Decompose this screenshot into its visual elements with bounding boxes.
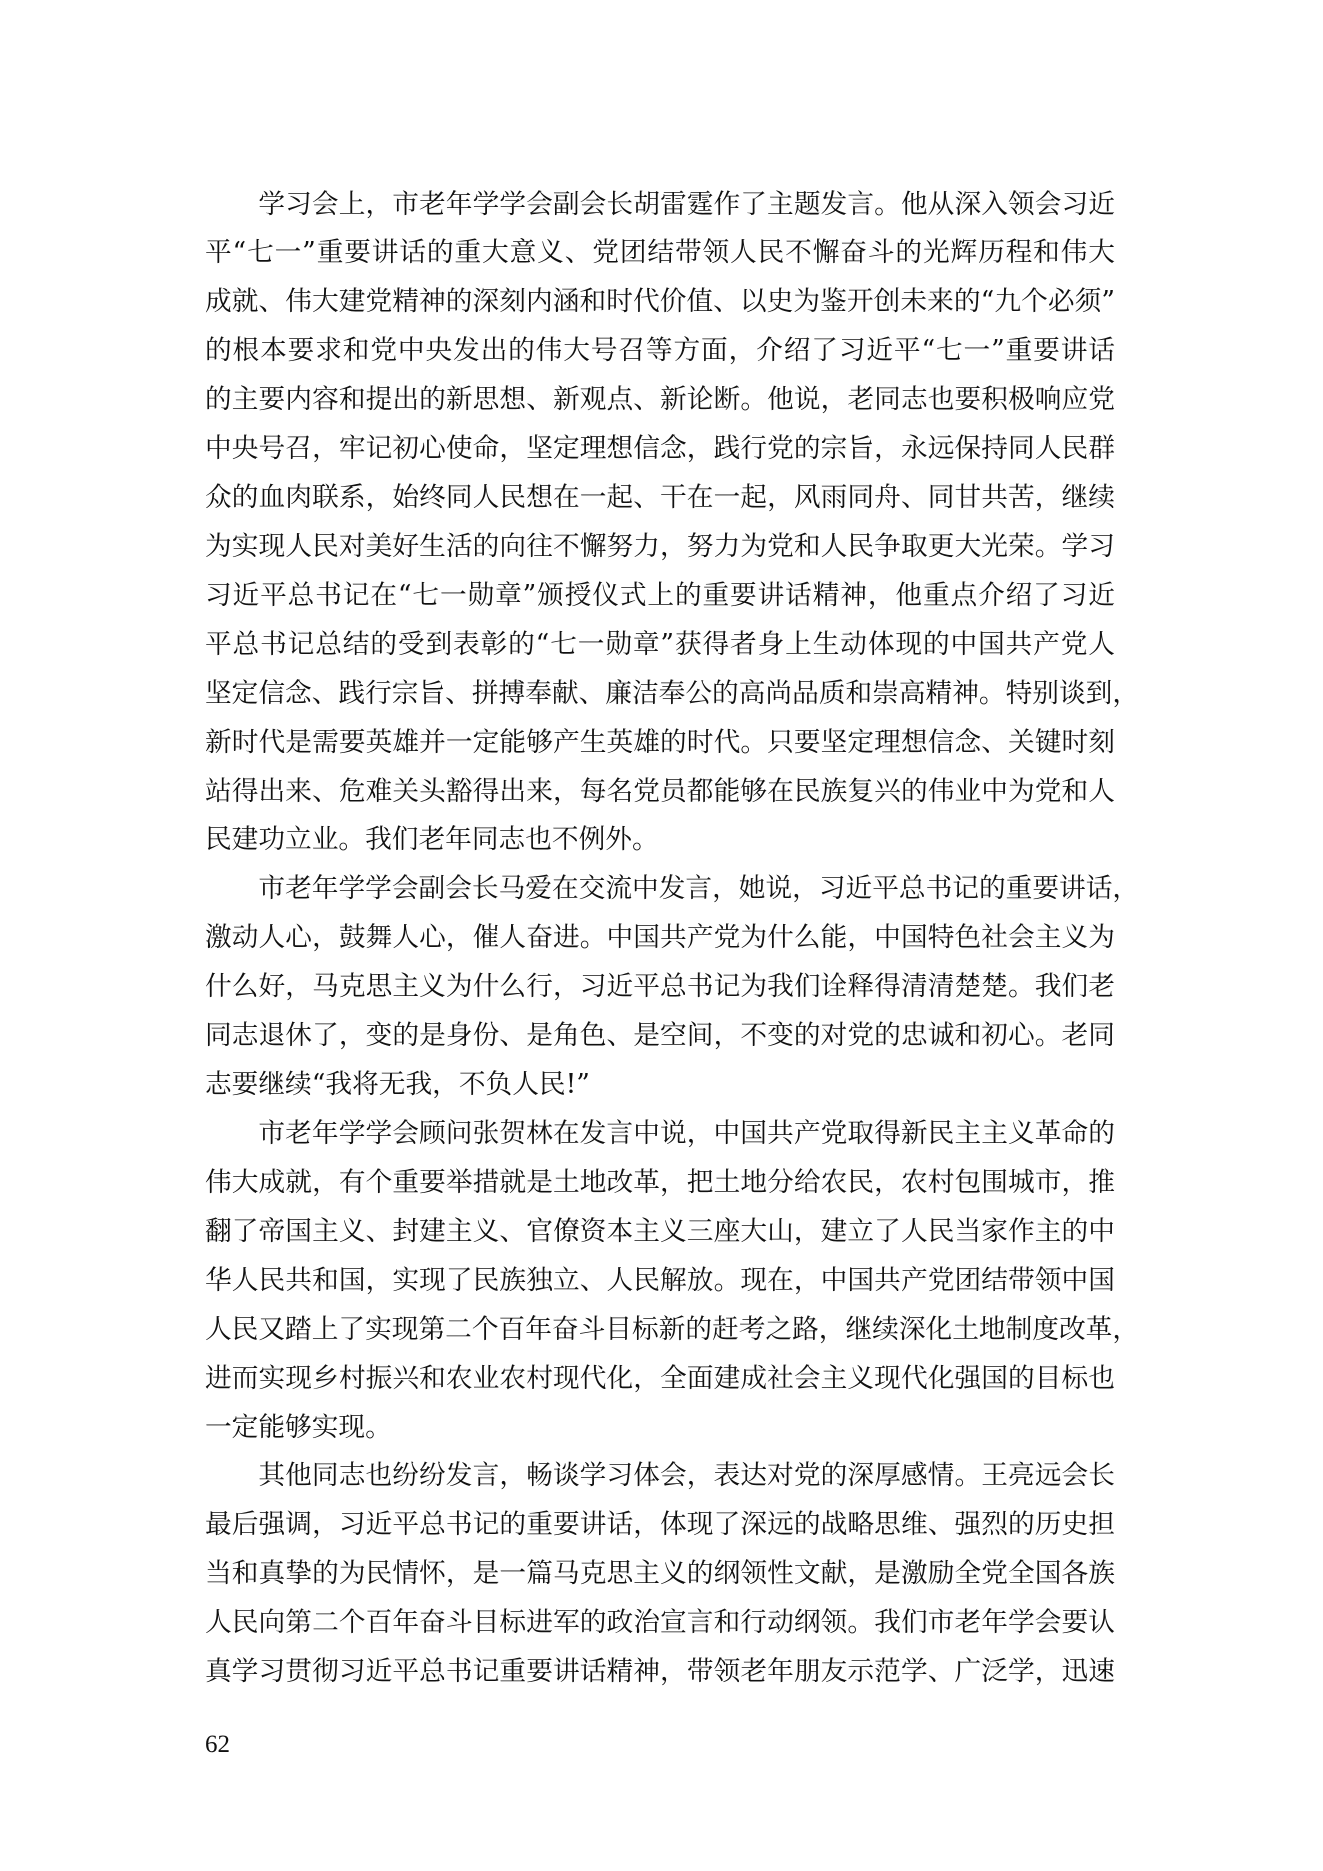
text-line: 中央号召，牢记初心使命，坚定理想信念，践行党的宗旨，永远保持同人民群	[205, 433, 1115, 465]
text-line: 同志退休了，变的是身份、是角色、是空间，不变的对党的忠诚和初心。老同	[205, 1020, 1115, 1052]
text-line: 为实现人民对美好生活的向往不懈努力，努力为党和人民争取更大光荣。学习	[205, 530, 1115, 562]
text-line: 的主要内容和提出的新思想、新观点、新论断。他说，老同志也要积极响应党	[205, 384, 1115, 416]
text-line: 市老年学学会副会长马爱在交流中发言，她说，习近平总书记的重要讲话，	[258, 873, 1140, 905]
text-line: 什么好，马克思主义为什么行，习近平总书记为我们诠释得清清楚楚。我们老	[205, 971, 1115, 1003]
paragraph-3	[205, 1110, 1140, 1452]
text-line: 站得出来、危难关头豁得出来，每名党员都能够在民族复兴的伟业中为党和人	[205, 775, 1115, 807]
text-line: 真学习贯彻习近平总书记重要讲话精神，带领老年朋友示范学、广泛学，迅速	[205, 1656, 1115, 1688]
text-line: 成就、伟大建党精神的深刻内涵和时代价值、以史为鉴开创未来的“九个必须”	[205, 286, 1115, 318]
text-line: 伟大成就，有个重要举措就是土地改革，把土地分给农民，农村包围城市，推	[205, 1166, 1115, 1198]
text-line: 翻了帝国主义、封建主义、官僚资本主义三座大山，建立了人民当家作主的中	[205, 1215, 1115, 1247]
text-line: 人民向第二个百年奋斗目标进军的政治宣言和行动纲领。我们市老年学会要认	[205, 1607, 1115, 1639]
text-line: 坚定信念、践行宗旨、拼搏奉献、廉洁奉公的高尚品质和崇高精神。特别谈到，	[205, 677, 1140, 709]
paragraph-1	[205, 181, 1140, 866]
page-number: 62	[205, 1731, 230, 1758]
text-line: 志要继续“我将无我，不负人民!”	[205, 1069, 590, 1101]
text-line: 学习会上，市老年学学会副会长胡雷霆作了主题发言。他从深入领会习近	[258, 188, 1115, 220]
text-line: 人民又踏上了实现第二个百年奋斗目标新的赶考之路，继续深化土地制度改革，	[205, 1313, 1140, 1345]
text-line: 平“七一”重要讲话的重大意义、党团结带领人民不懈奋斗的光辉历程和伟大	[205, 237, 1115, 269]
body-text	[205, 181, 1140, 1698]
text-line: 习近平总书记在“七一勋章”颁授仪式上的重要讲话精神，他重点介绍了习近	[205, 579, 1115, 611]
text-line: 最后强调，习近平总书记的重要讲话，体现了深远的战略思维、强烈的历史担	[205, 1509, 1115, 1541]
text-line: 进而实现乡村振兴和农业农村现代化，全面建成社会主义现代化强国的目标也	[205, 1362, 1115, 1394]
text-line: 民建功立业。我们老年同志也不例外。	[205, 824, 659, 856]
paragraph-2	[205, 865, 1140, 1110]
text-line: 其他同志也纷纷发言，畅谈学习体会，表达对党的深厚感情。王亮远会长	[258, 1460, 1115, 1492]
text-line: 华人民共和国，实现了民族独立、人民解放。现在，中国共产党团结带领中国	[205, 1264, 1115, 1296]
text-line: 激动人心，鼓舞人心，催人奋进。中国共产党为什么能，中国特色社会主义为	[205, 922, 1115, 954]
text-line: 市老年学学会顾问张贺林在发言中说，中国共产党取得新民主主义革命的	[258, 1118, 1115, 1150]
text-line: 的根本要求和党中央发出的伟大号召等方面，介绍了习近平“七一”重要讲话	[205, 335, 1115, 367]
text-line: 一定能够实现。	[205, 1411, 392, 1443]
text-line: 众的血肉联系，始终同人民想在一起、干在一起，风雨同舟、同甘共苦，继续	[205, 482, 1115, 514]
text-line: 当和真挚的为民情怀，是一篇马克思主义的纲领性文献，是激励全党全国各族	[205, 1558, 1115, 1590]
text-line: 新时代是需要英雄并一定能够产生英雄的时代。只要坚定理想信念、关键时刻	[205, 726, 1115, 758]
paragraph-4	[205, 1452, 1115, 1697]
text-line: 平总书记总结的受到表彰的“七一勋章”获得者身上生动体现的中国共产党人	[205, 628, 1115, 660]
